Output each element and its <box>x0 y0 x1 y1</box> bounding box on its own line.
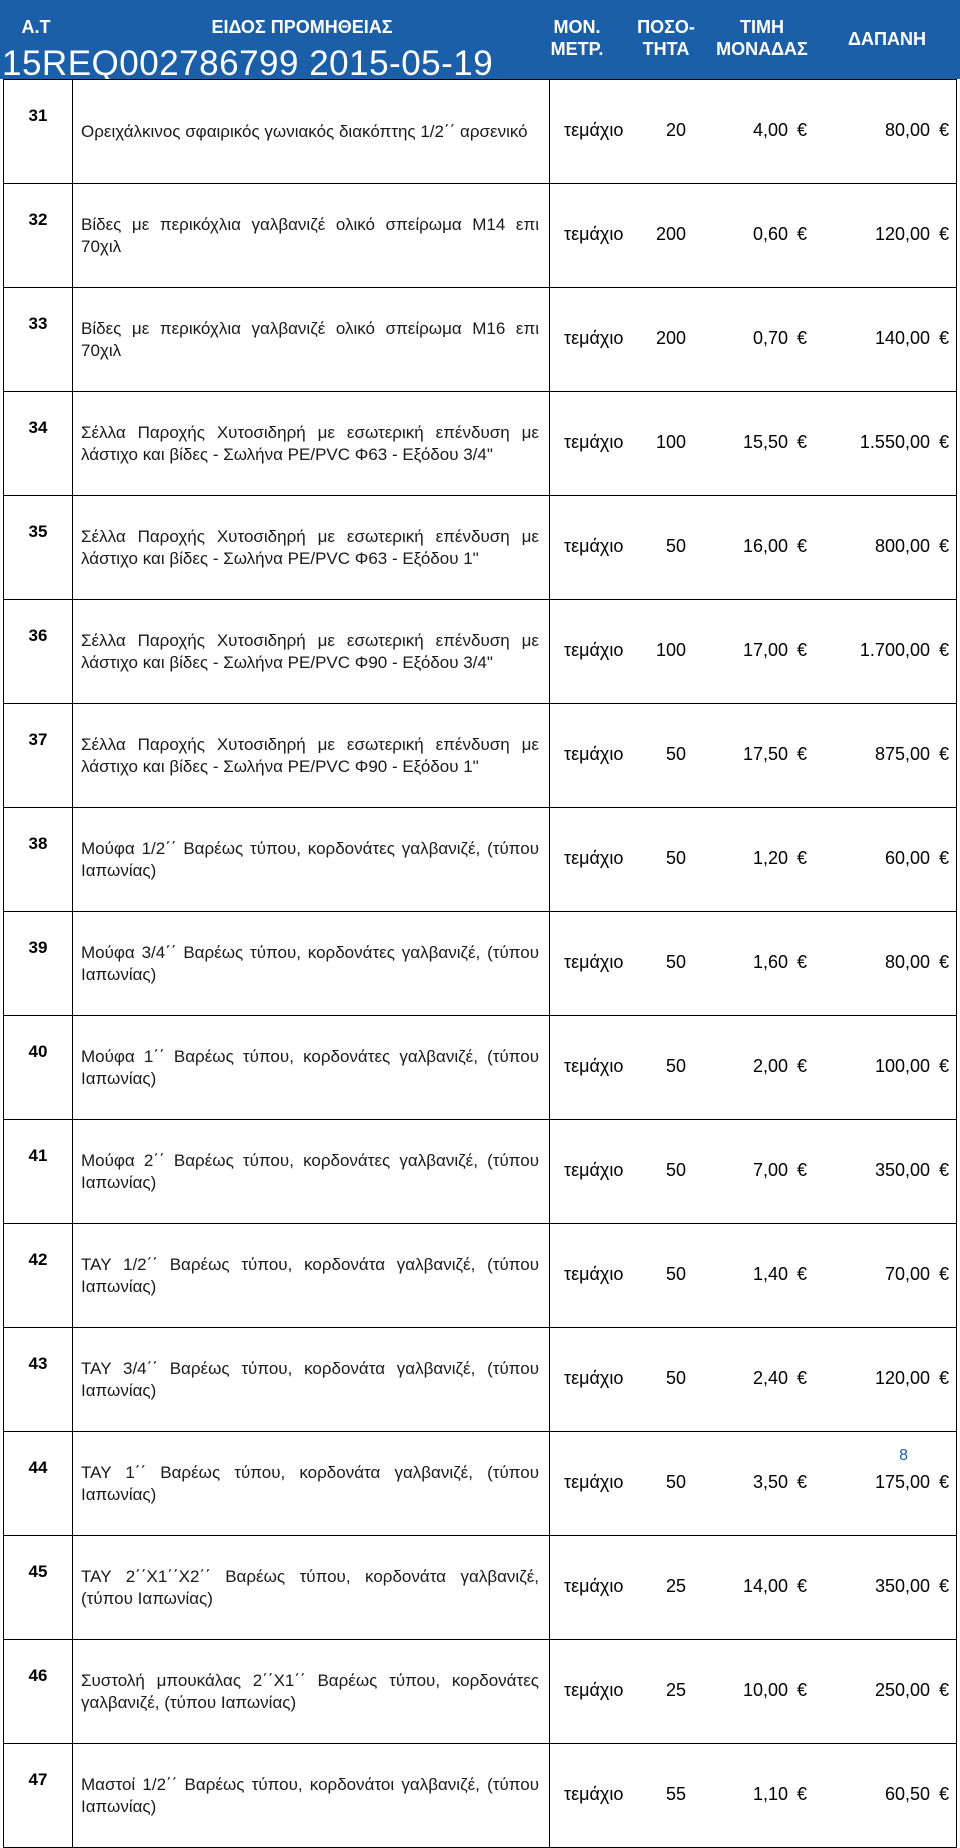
item-unit-price: 1,60 <box>752 951 788 972</box>
item-quantity: 20 <box>665 119 686 140</box>
item-unit-price: 16,00 <box>742 535 788 556</box>
item-description-text: Συστολή μπουκάλας 2΄΄Χ1΄΄ Βαρέως τύπου, κορδονάτες γαλβανιζέ, (τύπου Ιαπωνίας) <box>81 1670 539 1712</box>
header-description: ΕΙΔΟΣ ΠΡΟΜΗΘΕΙΑΣ <box>211 17 393 37</box>
item-description-text: ΤΑΥ 2΄΄Χ1΄΄Χ2΄΄ Βαρέως τύπου, κορδονάτα γαλβανιζέ, (τύπου Ιαπωνίας) <box>81 1566 539 1608</box>
table-row <box>4 392 957 496</box>
euro-icon: € <box>796 1783 807 1804</box>
item-unit-price: 1,40 <box>752 1263 788 1284</box>
item-quantity: 50 <box>665 535 686 556</box>
item-number: 43 <box>4 1328 73 1432</box>
item-quantity: 50 <box>665 847 686 868</box>
item-values <box>550 1016 957 1120</box>
item-unit: τεμάχιο <box>564 1055 624 1076</box>
item-unit: τεμάχιο <box>564 1783 624 1804</box>
item-description <box>73 600 550 704</box>
item-values <box>550 808 957 912</box>
item-quantity: 100 <box>655 639 686 660</box>
item-description <box>73 1224 550 1328</box>
item-quantity: 25 <box>665 1679 686 1700</box>
item-values <box>550 1640 957 1744</box>
item-values <box>550 912 957 1016</box>
euro-icon: € <box>796 1471 807 1492</box>
header-unit: ΜΟΝ. ΜΕΤΡ. <box>550 17 604 59</box>
item-values <box>550 600 957 704</box>
item-number: 31 <box>4 80 73 184</box>
item-number: 33 <box>4 288 73 392</box>
item-description <box>73 1432 550 1536</box>
item-unit-price: 17,00 <box>742 639 788 660</box>
item-description <box>73 288 550 392</box>
item-unit: τεμάχιο <box>564 535 624 556</box>
item-quantity: 100 <box>655 431 686 452</box>
item-number: 36 <box>4 600 73 704</box>
euro-icon: € <box>938 743 949 764</box>
item-description-text: Σέλλα Παροχής Χυτοσιδηρή με εσωτερική επένδυση με λάστιχο και βίδες - Σωλήνα PE/PVC Φ63 - Εξόδου 3/4" <box>81 422 539 464</box>
item-description <box>73 1536 550 1640</box>
item-number: 44 <box>4 1432 73 1536</box>
item-unit: τεμάχιο <box>564 1679 624 1700</box>
item-unit-price: 2,40 <box>752 1367 788 1388</box>
item-quantity: 50 <box>665 1471 686 1492</box>
item-description-text: ΤΑΥ 1΄΄ Βαρέως τύπου, κορδονάτα γαλβανιζέ, (τύπου Ιαπωνίας) <box>81 1462 539 1504</box>
item-total: 350,00 <box>874 1575 930 1596</box>
table-row <box>4 496 957 600</box>
item-values <box>550 1536 957 1640</box>
item-values <box>550 80 957 184</box>
euro-icon: € <box>938 119 949 140</box>
table-row <box>4 1432 957 1536</box>
document-id-watermark: 15REQ002786799 2015-05-19 <box>2 44 494 83</box>
euro-icon: € <box>796 431 807 452</box>
table-row <box>4 808 957 912</box>
item-total: 350,00 <box>874 1159 930 1180</box>
euro-icon: € <box>938 223 949 244</box>
item-description <box>73 1016 550 1120</box>
euro-icon: € <box>796 639 807 660</box>
item-total: 175,00 <box>874 1471 930 1492</box>
item-unit: τεμάχιο <box>564 327 624 348</box>
item-description-text: Μούφα 2΄΄ Βαρέως τύπου, κορδονάτες γαλβανιζέ, (τύπου Ιαπωνίας) <box>81 1150 539 1192</box>
euro-icon: € <box>938 1783 949 1804</box>
item-description-text: Μούφα 1΄΄ Βαρέως τύπου, κορδονάτες γαλβανιζέ, (τύπου Ιαπωνίας) <box>81 1046 539 1088</box>
item-quantity: 50 <box>665 1367 686 1388</box>
item-quantity: 200 <box>655 327 686 348</box>
item-description-text: Μούφα 1/2΄΄ Βαρέως τύπου, κορδονάτες γαλβανιζέ, (τύπου Ιαπωνίας) <box>81 838 539 880</box>
euro-icon: € <box>796 1055 807 1076</box>
euro-icon: € <box>938 951 949 972</box>
item-total: 800,00 <box>874 535 930 556</box>
item-description <box>73 1744 550 1848</box>
item-quantity: 25 <box>665 1575 686 1596</box>
item-values <box>550 392 957 496</box>
euro-icon: € <box>938 1055 949 1076</box>
item-description-text: ΤΑΥ 1/2΄΄ Βαρέως τύπου, κορδονάτα γαλβανιζέ, (τύπου Ιαπωνίας) <box>81 1254 539 1296</box>
item-unit-price: 15,50 <box>742 431 788 452</box>
item-description <box>73 1640 550 1744</box>
euro-icon: € <box>796 327 807 348</box>
item-description-text: ΤΑΥ 3/4΄΄ Βαρέως τύπου, κορδονάτα γαλβανιζέ, (τύπου Ιαπωνίας) <box>81 1358 539 1400</box>
item-unit: τεμάχιο <box>564 639 624 660</box>
table-row <box>4 912 957 1016</box>
table-row <box>4 1016 957 1120</box>
item-number: 37 <box>4 704 73 808</box>
euro-icon: € <box>796 951 807 972</box>
table-row <box>4 80 957 184</box>
table-row <box>4 1744 957 1848</box>
item-unit-price: 0,70 <box>752 327 788 348</box>
euro-icon: € <box>938 847 949 868</box>
item-description-text: Μαστοί 1/2΄΄ Βαρέως τύπου, κορδονάτοι γαλβανιζέ, (τύπου Ιαπωνίας) <box>81 1774 539 1816</box>
euro-icon: € <box>938 535 949 556</box>
item-values <box>550 184 957 288</box>
item-unit-price: 10,00 <box>742 1679 788 1700</box>
item-unit: τεμάχιο <box>564 951 624 972</box>
item-description <box>73 912 550 1016</box>
item-total: 100,00 <box>874 1055 930 1076</box>
item-description <box>73 496 550 600</box>
item-unit: τεμάχιο <box>564 1159 624 1180</box>
item-number: 47 <box>4 1744 73 1848</box>
item-description-text: Ορειχάλκινος σφαιρικός γωνιακός διακόπτης 1/2΄΄ αρσενικό <box>81 121 528 141</box>
item-unit-price: 2,00 <box>752 1055 788 1076</box>
table-row <box>4 1536 957 1640</box>
euro-icon: € <box>796 743 807 764</box>
table-row <box>4 184 957 288</box>
item-number: 42 <box>4 1224 73 1328</box>
item-description-text: Σέλλα Παροχής Χυτοσιδηρή με εσωτερική επένδυση με λάστιχο και βίδες - Σωλήνα PE/PVC Φ63 - Εξόδου 1" <box>81 526 539 568</box>
item-total: 120,00 <box>874 1367 930 1388</box>
item-description <box>73 1328 550 1432</box>
euro-icon: € <box>938 327 949 348</box>
item-total: 120,00 <box>874 223 930 244</box>
euro-icon: € <box>796 1367 807 1388</box>
item-number: 34 <box>4 392 73 496</box>
item-unit-price: 0,60 <box>752 223 788 244</box>
item-total: 1.550,00 <box>859 431 930 452</box>
header-unit-price: ΤΙΜΗ ΜΟΝΑΔΑΣ <box>716 17 808 59</box>
euro-icon: € <box>796 1679 807 1700</box>
item-total: 875,00 <box>874 743 930 764</box>
table-row <box>4 1640 957 1744</box>
item-unit-price: 1,20 <box>752 847 788 868</box>
euro-icon: € <box>796 847 807 868</box>
item-values <box>550 1224 957 1328</box>
item-number: 45 <box>4 1536 73 1640</box>
item-total: 80,00 <box>884 951 930 972</box>
euro-icon: € <box>796 1263 807 1284</box>
euro-icon: € <box>938 1159 949 1180</box>
item-number: 38 <box>4 808 73 912</box>
euro-icon: € <box>938 431 949 452</box>
item-values <box>550 704 957 808</box>
euro-icon: € <box>938 1367 949 1388</box>
item-total: 140,00 <box>874 327 930 348</box>
header-quantity: ΠΟΣΟ- ΤΗΤΑ <box>637 17 695 59</box>
item-values <box>550 1328 957 1432</box>
euro-icon: € <box>938 1575 949 1596</box>
item-quantity: 50 <box>665 951 686 972</box>
item-description-text: Σέλλα Παροχής Χυτοσιδηρή με εσωτερική επένδυση με λάστιχο και βίδες - Σωλήνα PE/PVC Φ90 - Εξόδου 3/4" <box>81 630 539 672</box>
item-unit-price: 3,50 <box>752 1471 788 1492</box>
item-quantity: 50 <box>665 1263 686 1284</box>
item-values <box>550 288 957 392</box>
item-number: 35 <box>4 496 73 600</box>
item-unit: τεμάχιο <box>564 223 624 244</box>
item-number: 32 <box>4 184 73 288</box>
header-no: Α.Τ <box>21 17 51 37</box>
item-unit: τεμάχιο <box>564 119 624 140</box>
item-values <box>550 496 957 600</box>
euro-icon: € <box>938 1679 949 1700</box>
item-description <box>73 1120 550 1224</box>
item-quantity: 55 <box>665 1783 686 1804</box>
item-description-text: Βίδες με περικόχλια γαλβανιζέ ολικό σπείρωμα Μ14 επι 70χιλ <box>81 214 539 256</box>
table-row <box>4 600 957 704</box>
item-quantity: 200 <box>655 223 686 244</box>
item-number: 40 <box>4 1016 73 1120</box>
item-values <box>550 1432 957 1536</box>
item-total: 60,50 <box>884 1783 930 1804</box>
item-description-text: Βίδες με περικόχλια γαλβανιζέ ολικό σπείρωμα Μ16 επι 70χιλ <box>81 318 539 360</box>
item-unit: τεμάχιο <box>564 847 624 868</box>
item-total: 1.700,00 <box>859 639 930 660</box>
euro-icon: € <box>938 639 949 660</box>
item-description <box>73 80 550 184</box>
item-unit: τεμάχιο <box>564 1263 624 1284</box>
item-values <box>550 1120 957 1224</box>
item-unit: τεμάχιο <box>564 1575 624 1596</box>
item-total: 70,00 <box>884 1263 930 1284</box>
euro-icon: € <box>938 1263 949 1284</box>
table-row <box>4 1328 957 1432</box>
item-unit-price: 17,50 <box>742 743 788 764</box>
item-total: 80,00 <box>884 119 930 140</box>
item-description <box>73 184 550 288</box>
item-unit: τεμάχιο <box>564 743 624 764</box>
item-unit-price: 7,00 <box>752 1159 788 1180</box>
euro-icon: € <box>796 535 807 556</box>
item-unit: τεμάχιο <box>564 1367 624 1388</box>
item-number: 39 <box>4 912 73 1016</box>
item-description-text: Σέλλα Παροχής Χυτοσιδηρή με εσωτερική επένδυση με λάστιχο και βίδες - Σωλήνα PE/PVC Φ90 - Εξόδου 1" <box>81 734 539 776</box>
item-description <box>73 392 550 496</box>
euro-icon: € <box>796 223 807 244</box>
item-unit: τεμάχιο <box>564 431 624 452</box>
item-unit-price: 4,00 <box>752 119 788 140</box>
item-total: 60,00 <box>884 847 930 868</box>
table-header <box>0 0 960 83</box>
item-description <box>73 704 550 808</box>
item-quantity: 50 <box>665 743 686 764</box>
item-description-text: Μούφα 3/4΄΄ Βαρέως τύπου, κορδονάτες γαλβανιζέ, (τύπου Ιαπωνίας) <box>81 942 539 984</box>
table-row <box>4 1120 957 1224</box>
euro-icon: € <box>796 1575 807 1596</box>
items-table <box>3 79 957 1848</box>
item-unit-price: 14,00 <box>742 1575 788 1596</box>
table-row <box>4 704 957 808</box>
header-total: ΔΑΠΑΝΗ <box>848 29 926 49</box>
item-total: 250,00 <box>874 1679 930 1700</box>
item-values <box>550 1744 957 1848</box>
item-number: 41 <box>4 1120 73 1224</box>
euro-icon: € <box>938 1471 949 1492</box>
item-description <box>73 808 550 912</box>
item-unit: τεμάχιο <box>564 1471 624 1492</box>
table-row <box>4 288 957 392</box>
page-number: 8 <box>899 1447 908 1464</box>
table-row <box>4 1224 957 1328</box>
item-quantity: 50 <box>665 1159 686 1180</box>
item-unit-price: 1,10 <box>752 1783 788 1804</box>
euro-icon: € <box>796 119 807 140</box>
item-quantity: 50 <box>665 1055 686 1076</box>
euro-icon: € <box>796 1159 807 1180</box>
item-number: 46 <box>4 1640 73 1744</box>
